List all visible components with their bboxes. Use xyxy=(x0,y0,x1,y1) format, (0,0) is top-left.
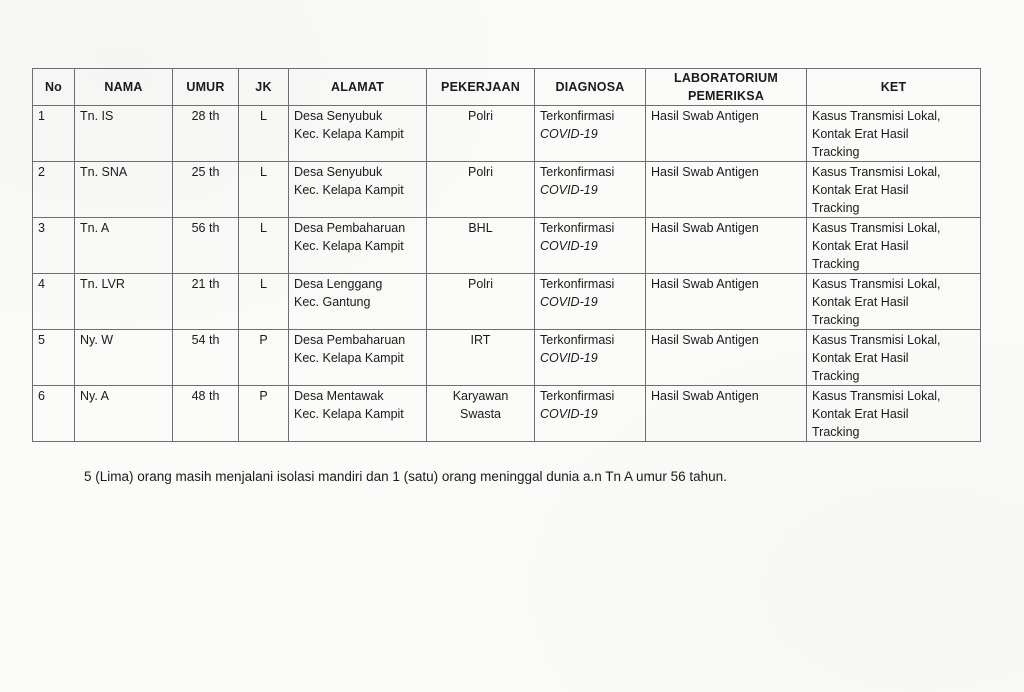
cell-jk xyxy=(239,218,289,274)
cell-nama xyxy=(75,162,173,218)
cell-alamat-text: Desa Senyubuk xyxy=(294,165,383,179)
cell-umur xyxy=(173,274,239,330)
cell-laboratorium-text: Hasil Swab Antigen xyxy=(651,389,759,403)
cell-alamat-text: Desa Senyubuk xyxy=(294,109,383,123)
cell-nama xyxy=(75,330,173,386)
cell-nama-text: Ny. W xyxy=(80,333,114,347)
cell-laboratorium-text: Hasil Swab Antigen xyxy=(651,165,759,179)
table-header xyxy=(33,69,981,106)
cell-laboratorium xyxy=(646,386,807,442)
cell-laboratorium-text: Hasil Swab Antigen xyxy=(651,109,759,123)
cell-pekerjaan xyxy=(427,218,535,274)
cell-diagnosa xyxy=(535,274,646,330)
cell-ket xyxy=(807,386,981,442)
cell-umur xyxy=(173,218,239,274)
cell-jk-text: L xyxy=(260,109,267,123)
table-row xyxy=(33,218,981,274)
cell-alamat-text: Desa Pembaharuan xyxy=(294,333,406,347)
cell-jk xyxy=(239,330,289,386)
cell-pekerjaan-text: Polri xyxy=(467,277,493,291)
cell-alamat-text: Desa Mentawak xyxy=(294,389,384,403)
cell-nama xyxy=(75,386,173,442)
table-row xyxy=(33,330,981,386)
cell-jk-text: P xyxy=(259,389,268,403)
cell-diagnosa-text: COVID-19 xyxy=(540,407,598,421)
cell-alamat-text: Desa Lenggang xyxy=(294,277,383,291)
cell-no-text: 2 xyxy=(38,165,45,179)
header-jk: JK xyxy=(239,69,289,106)
header-no: No xyxy=(33,69,75,106)
cell-diagnosa-text: Terkonfirmasi xyxy=(540,333,615,347)
cell-diagnosa-text: COVID-19 xyxy=(540,351,598,365)
cell-no xyxy=(33,162,75,218)
cell-umur xyxy=(173,106,239,162)
cell-pekerjaan-text: Polri xyxy=(467,109,493,123)
cell-pekerjaan xyxy=(427,106,535,162)
cell-ket xyxy=(807,162,981,218)
cell-laboratorium-text: Hasil Swab Antigen xyxy=(651,277,759,291)
cell-ket-text: Kasus Transmisi Lokal, xyxy=(812,277,941,291)
header-nama: NAMA xyxy=(75,69,173,106)
cell-diagnosa-text: Terkonfirmasi xyxy=(540,389,615,403)
header-laboratorium-line2: PEMERIKSA xyxy=(687,89,765,103)
cell-nama-text: Tn. IS xyxy=(80,109,114,123)
cell-diagnosa xyxy=(535,162,646,218)
cell-ket-text: Tracking xyxy=(812,425,860,439)
cell-ket-text: Kontak Erat Hasil xyxy=(812,239,909,253)
table-row xyxy=(33,106,981,162)
cell-pekerjaan xyxy=(427,274,535,330)
cell-ket xyxy=(807,330,981,386)
cell-alamat-text: Kec. Kelapa Kampit xyxy=(294,183,404,197)
cell-jk xyxy=(239,274,289,330)
cell-pekerjaan xyxy=(427,386,535,442)
cell-diagnosa xyxy=(535,330,646,386)
cell-laboratorium xyxy=(646,274,807,330)
cell-no xyxy=(33,330,75,386)
cell-alamat xyxy=(289,106,427,162)
cell-jk-text: L xyxy=(260,165,267,179)
cell-jk-text: L xyxy=(260,277,267,291)
cell-ket-text: Tracking xyxy=(812,201,860,215)
cell-ket-text: Tracking xyxy=(812,313,860,327)
cell-nama-text: Tn. A xyxy=(80,221,110,235)
cell-no-text: 1 xyxy=(38,109,45,123)
cell-ket xyxy=(807,106,981,162)
cell-ket xyxy=(807,218,981,274)
cell-umur-text: 21 th xyxy=(191,277,220,291)
header-pekerjaan: PEKERJAAN xyxy=(427,69,535,106)
cell-umur-text: 25 th xyxy=(191,165,220,179)
header-diagnosa: DIAGNOSA xyxy=(535,69,646,106)
cell-alamat-text: Kec. Kelapa Kampit xyxy=(294,351,404,365)
cell-no-text: 3 xyxy=(38,221,45,235)
cell-pekerjaan-text: IRT xyxy=(470,333,491,347)
isolation-note: 5 (Lima) orang masih menjalani isolasi mandiri dan 1 (satu) orang meninggal dunia a.n Tn A umur 56 tahun. xyxy=(84,469,727,484)
cell-umur xyxy=(173,330,239,386)
cell-nama xyxy=(75,218,173,274)
cell-no xyxy=(33,218,75,274)
cell-umur xyxy=(173,162,239,218)
cell-alamat xyxy=(289,274,427,330)
cell-pekerjaan-text: BHL xyxy=(468,221,493,235)
header-row xyxy=(33,69,981,106)
cell-alamat-text: Desa Pembaharuan xyxy=(294,221,406,235)
table-row xyxy=(33,162,981,218)
cell-alamat xyxy=(289,386,427,442)
cell-jk-text: P xyxy=(259,333,268,347)
cell-umur-text: 48 th xyxy=(191,389,220,403)
cell-alamat xyxy=(289,162,427,218)
cell-ket-text: Kontak Erat Hasil xyxy=(812,183,909,197)
cell-diagnosa-text: Terkonfirmasi xyxy=(540,165,615,179)
cell-alamat-text: Kec. Kelapa Kampit xyxy=(294,127,404,141)
cell-laboratorium xyxy=(646,106,807,162)
cell-no-text: 6 xyxy=(38,389,45,403)
cell-ket-text: Tracking xyxy=(812,145,860,159)
cell-nama xyxy=(75,106,173,162)
cell-no xyxy=(33,274,75,330)
cell-ket xyxy=(807,274,981,330)
cell-diagnosa-text: Terkonfirmasi xyxy=(540,221,615,235)
cell-jk xyxy=(239,386,289,442)
header-alamat: ALAMAT xyxy=(289,69,427,106)
cell-umur-text: 54 th xyxy=(191,333,220,347)
cell-diagnosa-text: COVID-19 xyxy=(540,127,598,141)
cell-laboratorium-text: Hasil Swab Antigen xyxy=(651,333,759,347)
table-row xyxy=(33,386,981,442)
cell-laboratorium-text: Hasil Swab Antigen xyxy=(651,221,759,235)
cell-laboratorium xyxy=(646,330,807,386)
cell-ket-text: Kontak Erat Hasil xyxy=(812,127,909,141)
cell-alamat-text: Kec. Gantung xyxy=(294,295,371,309)
cell-pekerjaan xyxy=(427,162,535,218)
cell-ket-text: Kasus Transmisi Lokal, xyxy=(812,109,941,123)
cell-no xyxy=(33,106,75,162)
cell-alamat-text: Kec. Kelapa Kampit xyxy=(294,239,404,253)
cell-no xyxy=(33,386,75,442)
cell-nama xyxy=(75,274,173,330)
cell-diagnosa-text: COVID-19 xyxy=(540,239,598,253)
cell-umur-text: 28 th xyxy=(191,109,220,123)
cell-pekerjaan-text: Swasta xyxy=(460,407,501,421)
cell-ket-text: Kontak Erat Hasil xyxy=(812,407,909,421)
table-body xyxy=(33,106,981,442)
cell-ket-text: Tracking xyxy=(812,369,860,383)
patient-table xyxy=(32,68,981,442)
cell-ket-text: Kasus Transmisi Lokal, xyxy=(812,165,941,179)
cell-ket-text: Kasus Transmisi Lokal, xyxy=(812,221,941,235)
cell-nama-text: Tn. LVR xyxy=(80,277,125,291)
cell-pekerjaan-text: Polri xyxy=(467,165,493,179)
cell-jk xyxy=(239,162,289,218)
header-laboratorium-line1: LABORATORIUM xyxy=(673,71,778,85)
cell-jk-text: L xyxy=(260,221,267,235)
cell-diagnosa-text: COVID-19 xyxy=(540,183,598,197)
cell-laboratorium xyxy=(646,162,807,218)
cell-diagnosa xyxy=(535,106,646,162)
cell-ket-text: Kontak Erat Hasil xyxy=(812,295,909,309)
cell-umur-text: 56 th xyxy=(191,221,220,235)
cell-diagnosa-text: COVID-19 xyxy=(540,295,598,309)
header-umur: UMUR xyxy=(173,69,239,106)
cell-umur xyxy=(173,386,239,442)
cell-ket-text: Kontak Erat Hasil xyxy=(812,351,909,365)
cell-laboratorium xyxy=(646,218,807,274)
header-ket: KET xyxy=(807,69,981,106)
cell-no-text: 5 xyxy=(38,333,45,347)
cell-diagnosa-text: Terkonfirmasi xyxy=(540,109,615,123)
cell-ket-text: Tracking xyxy=(812,257,860,271)
cell-jk xyxy=(239,106,289,162)
cell-pekerjaan-text: Karyawan xyxy=(452,389,509,403)
cell-ket-text: Kasus Transmisi Lokal, xyxy=(812,389,941,403)
cell-no-text: 4 xyxy=(38,277,45,291)
cell-pekerjaan xyxy=(427,330,535,386)
cell-diagnosa xyxy=(535,386,646,442)
cell-alamat xyxy=(289,330,427,386)
cell-diagnosa xyxy=(535,218,646,274)
cell-alamat xyxy=(289,218,427,274)
cell-nama-text: Tn. SNA xyxy=(80,165,128,179)
cell-diagnosa-text: Terkonfirmasi xyxy=(540,277,615,291)
cell-alamat-text: Kec. Kelapa Kampit xyxy=(294,407,404,421)
cell-nama-text: Ny. A xyxy=(80,389,109,403)
table-row xyxy=(33,274,981,330)
header-laboratorium xyxy=(646,69,807,106)
cell-ket-text: Kasus Transmisi Lokal, xyxy=(812,333,941,347)
